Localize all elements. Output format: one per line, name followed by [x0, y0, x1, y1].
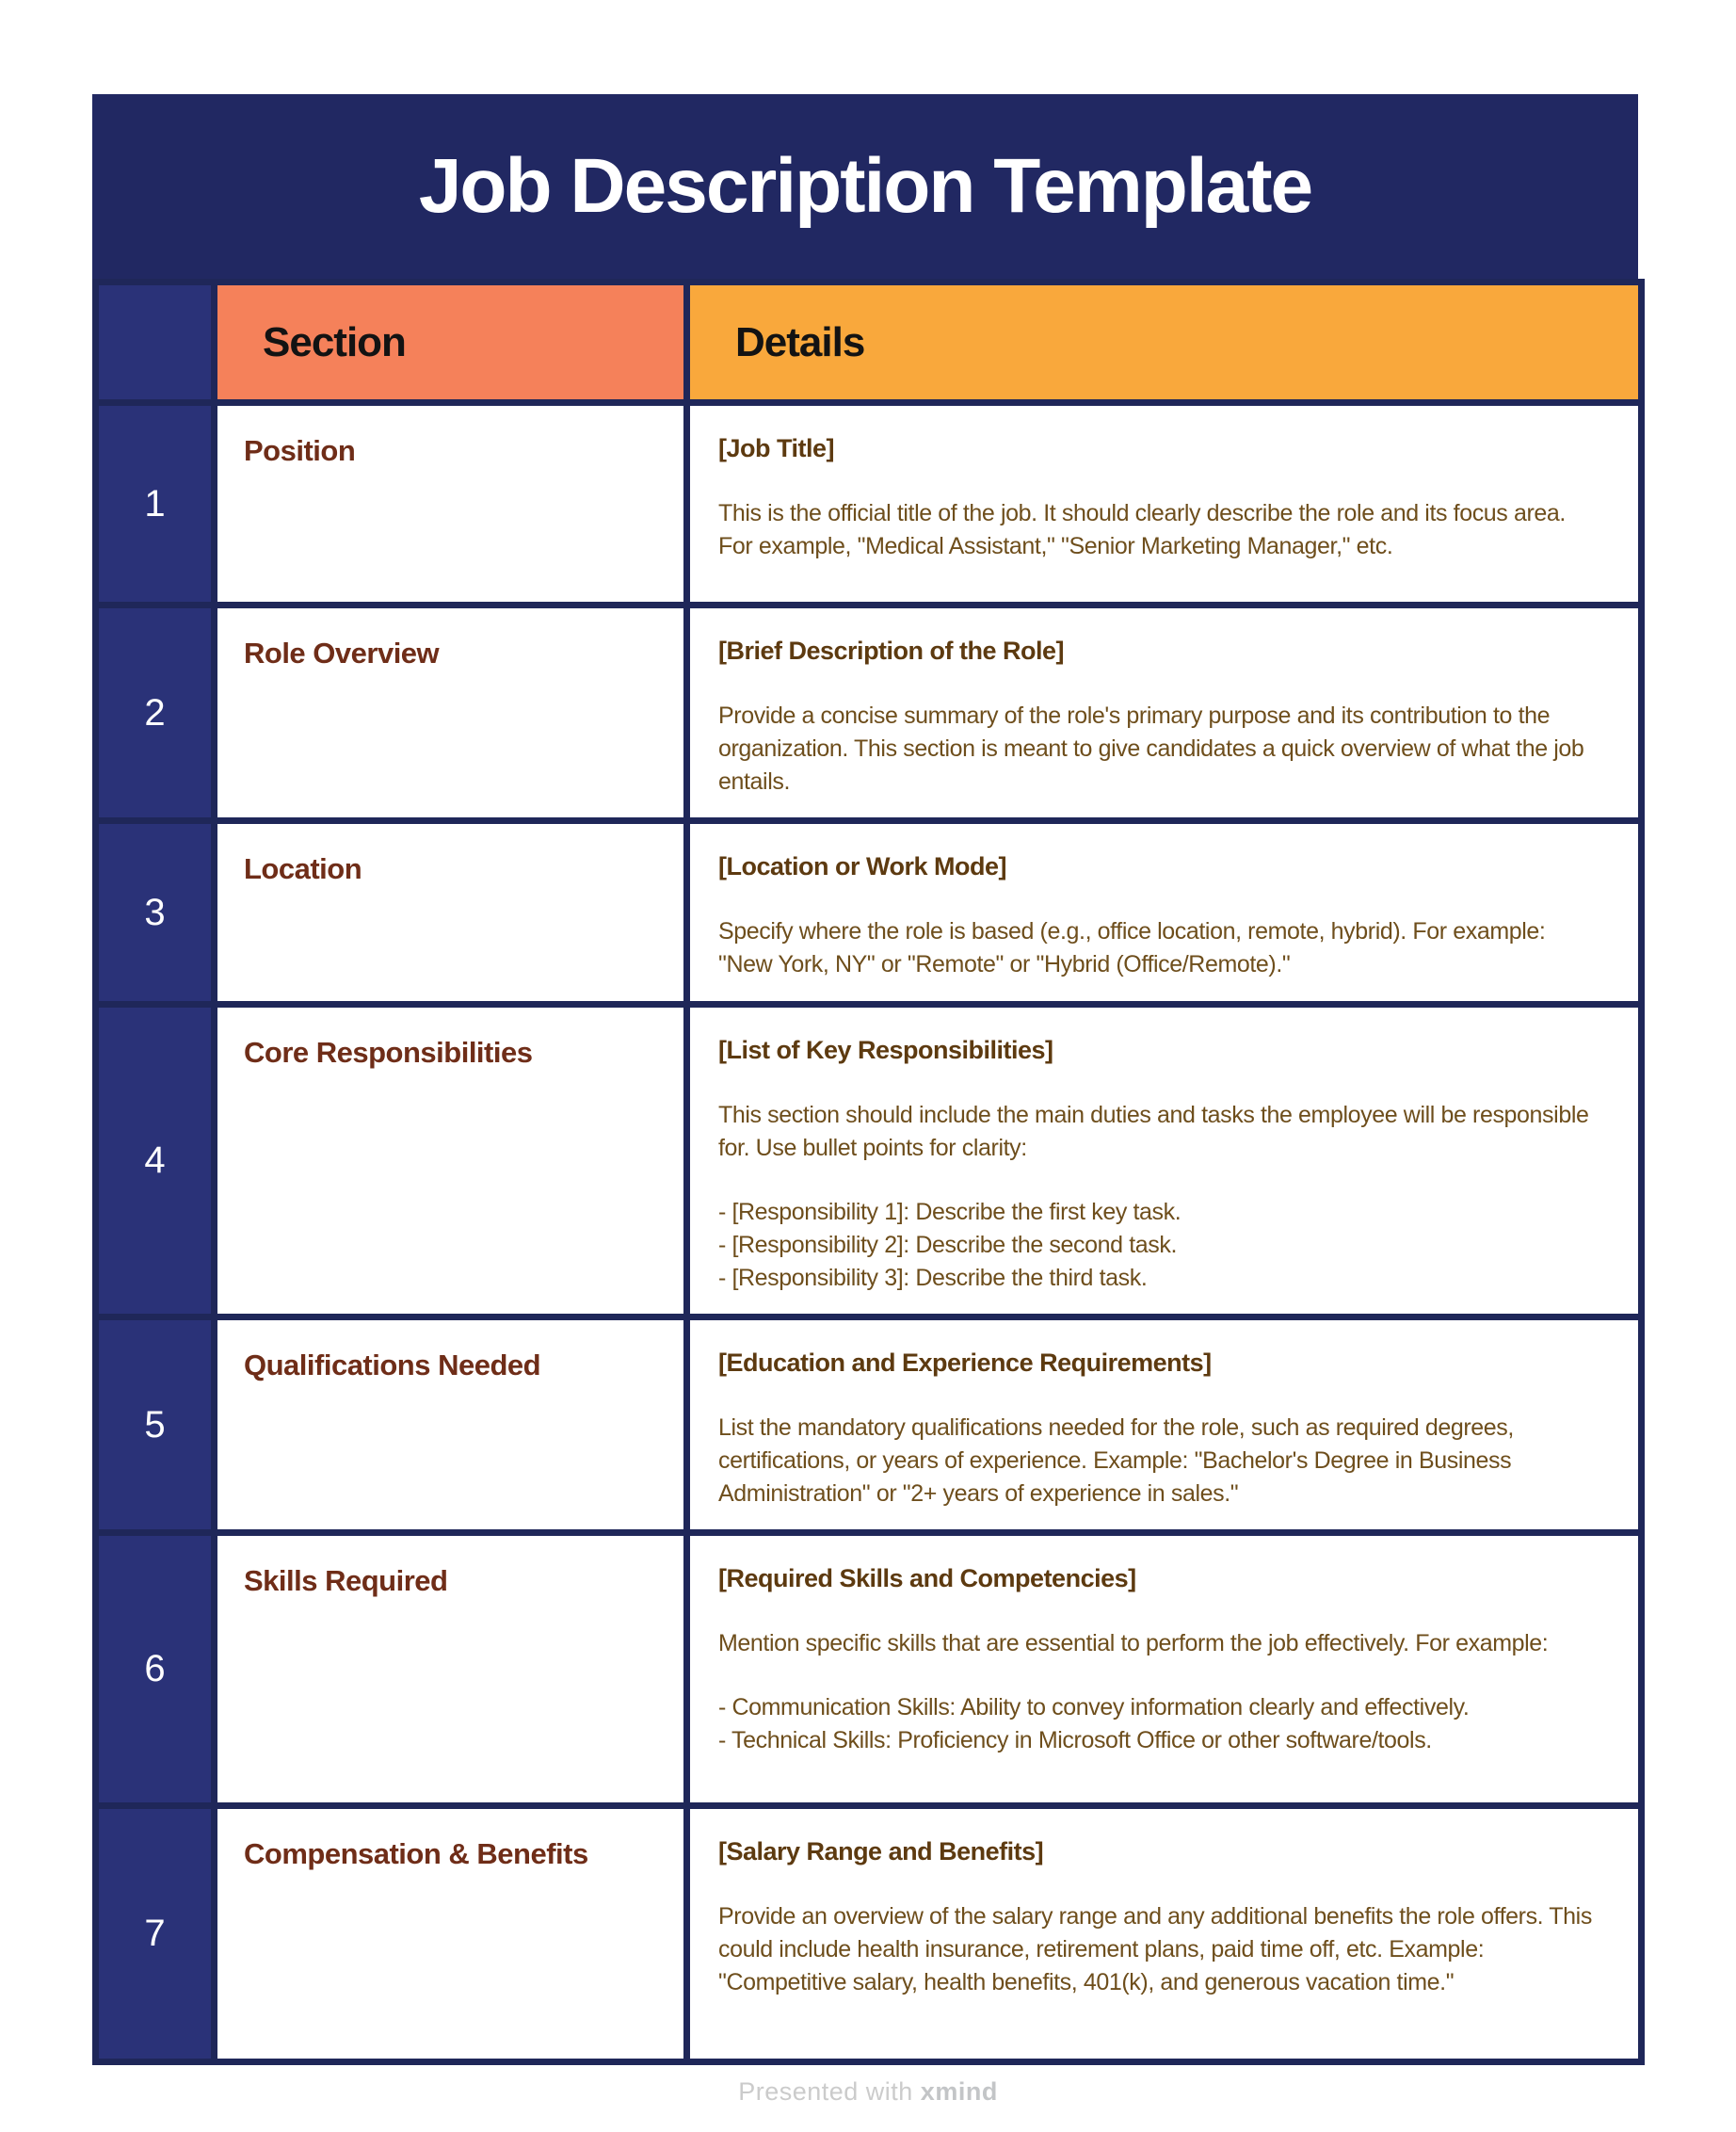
section-cell — [215, 1005, 687, 1317]
details-paragraph: Provide a concise summary of the role's primary purpose and its contribution to the organization. This section is meant to give candidates a quick overview of what the job entails. — [718, 703, 1584, 795]
details-cell — [687, 606, 1642, 821]
details-cell — [687, 1806, 1642, 2062]
table-row — [96, 606, 1642, 821]
row-number: 4 — [96, 1005, 215, 1317]
job-description-table — [92, 279, 1645, 2065]
corner-cell — [96, 283, 215, 403]
details-cell — [687, 1317, 1642, 1533]
bullet-line: - [Responsibility 2]: Describe the second task. — [718, 1232, 1177, 1258]
header-row — [96, 283, 1642, 403]
details-cell — [687, 403, 1642, 606]
details-cell — [687, 821, 1642, 1005]
page-title-banner — [92, 94, 1638, 279]
footer-prefix: Presented with — [738, 2077, 921, 2106]
bullet-line: - Technical Skills: Proficiency in Microsoft Office or other software/tools. — [718, 1727, 1432, 1753]
column-header-details: Details — [687, 283, 1642, 403]
details-heading: [List of Key Responsibilities] — [718, 1036, 1053, 1064]
details-cell — [687, 1005, 1642, 1317]
details-paragraph: This is the official title of the job. It should clearly describe the role and its focus area. For example, "Medical Assistant," "Senior Marketing Manager," etc. — [718, 500, 1566, 559]
details-bullet-list — [718, 1196, 1602, 1295]
footer-credit — [0, 2077, 1736, 2107]
section-title: Position — [244, 434, 356, 467]
row-number: 3 — [96, 821, 215, 1005]
column-header-section: Section — [215, 283, 687, 403]
row-number: 2 — [96, 606, 215, 821]
details-paragraph: List the mandatory qualifications needed for the role, such as required degrees, certifications, or years of experience. Example: "Bachelor's Degree in Business Administration" or "2+ years of experience in sales." — [718, 1414, 1514, 1507]
details-paragraph: Specify where the role is based (e.g., office location, remote, hybrid). For example: "New York, NY" or "Remote" or "Hybrid (Office/Remote)." — [718, 918, 1546, 977]
details-cell — [687, 1533, 1642, 1806]
section-title: Skills Required — [244, 1564, 448, 1597]
details-heading: [Education and Experience Requirements] — [718, 1349, 1212, 1377]
table-row — [96, 1533, 1642, 1806]
details-paragraph: This section should include the main duties and tasks the employee will be responsible for. Use bullet points for clarity: — [718, 1102, 1589, 1161]
section-title: Role Overview — [244, 637, 440, 670]
row-number: 6 — [96, 1533, 215, 1806]
details-heading: [Job Title] — [718, 434, 835, 462]
section-title: Core Responsibilities — [244, 1036, 533, 1069]
section-cell — [215, 1806, 687, 2062]
section-cell — [215, 606, 687, 821]
section-title: Compensation & Benefits — [244, 1837, 588, 1870]
details-body — [718, 1900, 1602, 1999]
section-cell — [215, 403, 687, 606]
table-row — [96, 1005, 1642, 1317]
bullet-line: - [Responsibility 3]: Describe the third task. — [718, 1265, 1148, 1291]
row-number: 1 — [96, 403, 215, 606]
table-row — [96, 1317, 1642, 1533]
details-body — [718, 1099, 1602, 1295]
details-body — [718, 1627, 1602, 1757]
bullet-line: - Communication Skills: Ability to convey information clearly and effectively. — [718, 1694, 1470, 1720]
details-bullet-list — [718, 1691, 1602, 1757]
section-cell — [215, 1317, 687, 1533]
row-number: 7 — [96, 1806, 215, 2062]
details-body — [718, 915, 1602, 981]
footer-brand: xmind — [920, 2077, 998, 2106]
bullet-line: - [Responsibility 1]: Describe the first key task. — [718, 1199, 1181, 1225]
details-paragraph: Mention specific skills that are essential to perform the job effectively. For example: — [718, 1630, 1549, 1656]
details-heading: [Location or Work Mode] — [718, 852, 1006, 880]
section-cell — [215, 821, 687, 1005]
details-heading: [Brief Description of the Role] — [718, 637, 1065, 665]
section-cell — [215, 1533, 687, 1806]
row-number: 5 — [96, 1317, 215, 1533]
table-row — [96, 403, 1642, 606]
section-title: Location — [244, 852, 362, 885]
section-title: Qualifications Needed — [244, 1349, 541, 1381]
table-row — [96, 821, 1642, 1005]
details-body — [718, 700, 1602, 799]
page-title: Job Description Template — [418, 143, 1312, 229]
details-body — [718, 497, 1602, 563]
details-body — [718, 1412, 1602, 1510]
details-paragraph: Provide an overview of the salary range and any additional benefits the role offers. This could include health insurance, retirement plans, paid time off, etc. Example: "Competitive salary, health benefits, 401(k), and generous vacation time." — [718, 1903, 1592, 1995]
details-heading: [Required Skills and Competencies] — [718, 1564, 1136, 1592]
table-row — [96, 1806, 1642, 2062]
details-heading: [Salary Range and Benefits] — [718, 1837, 1044, 1866]
